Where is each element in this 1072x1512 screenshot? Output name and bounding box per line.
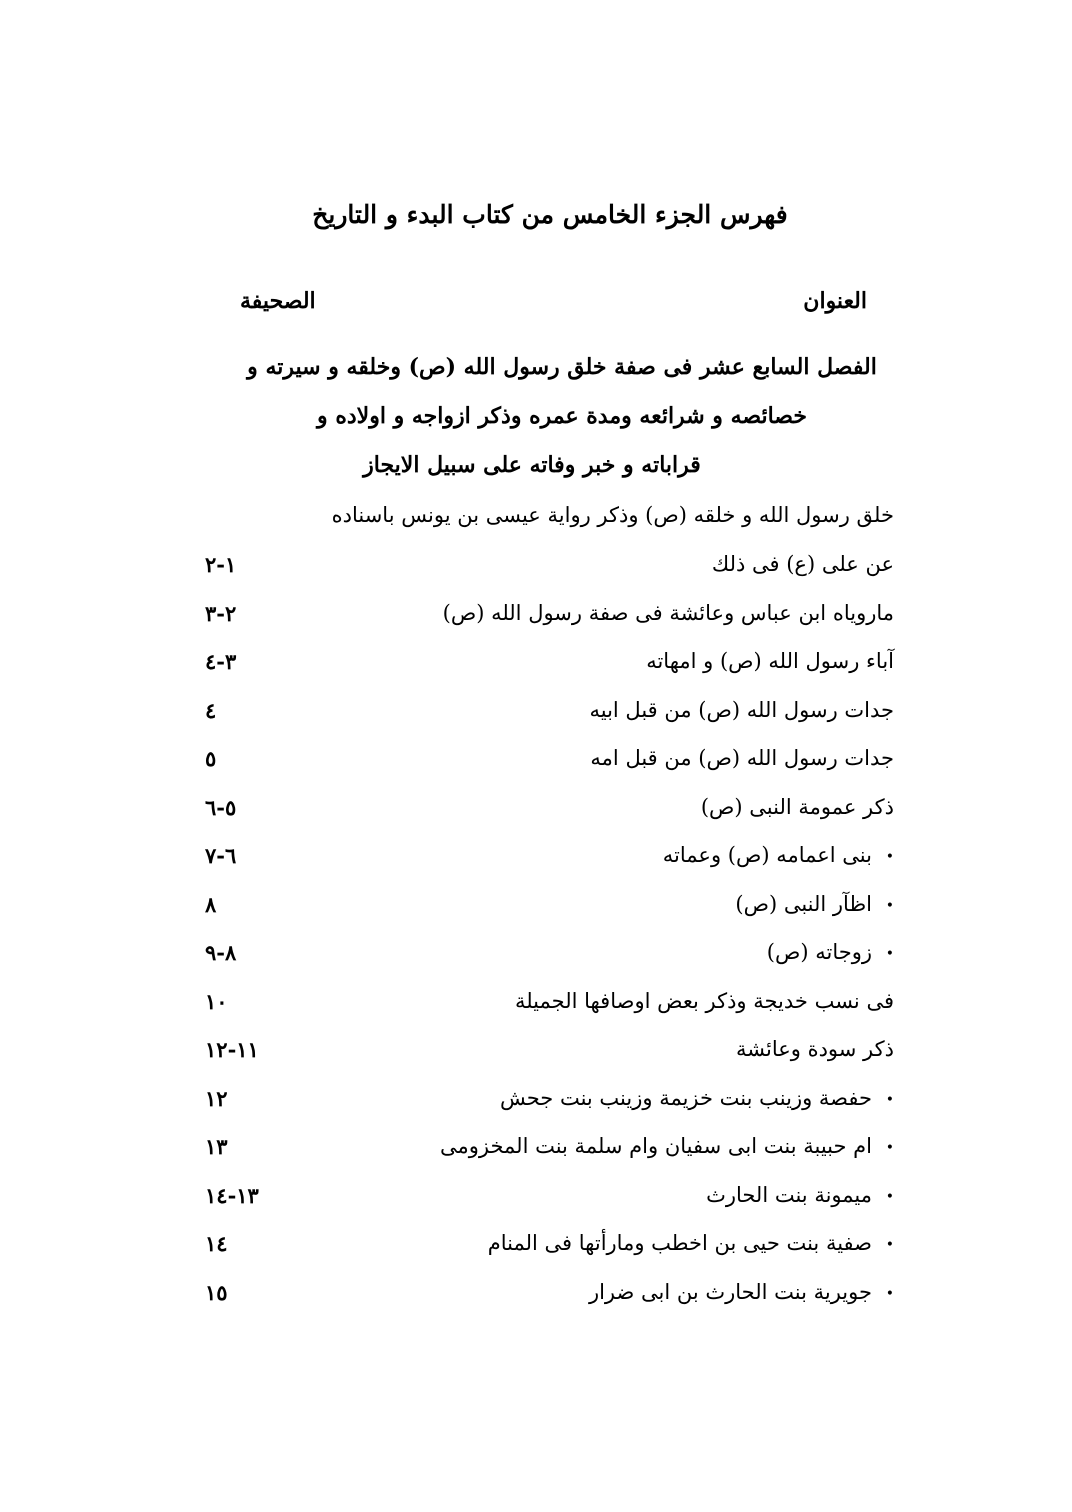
entry-title: جدات رسول الله (ص) من قبل امه [590,746,894,770]
entry-title: صفية بنت حيى بن اخطب ومارأتها فى المنام [487,1231,872,1255]
entry-title: عن على (ع) فى ذلك [711,552,894,576]
chapter-heading-line-3: قراباته و خبر وفاته على سبيل الايجاز [363,452,701,478]
index-entry [205,601,894,641]
entry-page-number: ٦-٧ [205,843,237,868]
page-column-header: الصحيفة [240,288,316,314]
index-entry [205,1086,894,1126]
index-entry [205,892,894,932]
entry-title: ماروياه ابن عباس وعائشة فى صفة رسول الله (ص) [442,601,894,625]
entry-page-number: ٨ [205,892,217,917]
entry-title: ذكر عمومة النبى (ص) [700,795,894,819]
index-entry [205,746,894,786]
index-entry [205,1134,894,1174]
bullet-icon: • [885,1092,894,1108]
entry-title: ذكر سودة وعائشة [736,1037,894,1061]
entry-page-number: ١١-١٢ [205,1037,259,1062]
entry-page-number: ١-٢ [205,552,237,577]
index-entry [205,795,894,835]
entry-page-number: ٤ [205,698,217,723]
index-entry [205,989,894,1029]
index-entry [205,1037,894,1077]
index-entry [205,940,894,980]
entry-page-number: ٨-٩ [205,940,237,965]
bullet-icon: • [885,1140,894,1156]
chapter-heading-line-2: خصائصه و شرائعه ومدة عمره وذكر ازواجه و اولاده و [317,403,807,429]
bullet-icon: • [885,1286,894,1302]
index-entry [205,1280,894,1320]
entry-page-number: ٥-٦ [205,795,237,820]
entry-page-number: ١٣-١٤ [205,1183,259,1208]
entry-title: فى نسب خديجة وذكر بعض اوصافها الجميلة [514,989,894,1013]
chapter-heading-line-1: الفصل السابع عشر فى صفة خلق رسول الله (ص) وخلقه و سيرته و [247,354,877,380]
entry-page-number: ١٢ [205,1086,228,1111]
bullet-icon: • [885,898,894,914]
entry-title: جدات رسول الله (ص) من قبل ابيه [589,698,894,722]
index-entry [205,1231,894,1271]
bullet-icon: • [885,1237,894,1253]
entry-page-number: ٢-٣ [205,601,237,626]
index-entry [205,843,894,883]
entry-title: آباء رسول الله (ص) و امهاته [646,649,894,673]
bullet-icon: • [885,1189,894,1205]
entry-page-number: ١٥ [205,1280,228,1305]
entry-page-number: ٣-٤ [205,649,237,674]
entry-title: ميمونة بنت الحارث [706,1183,872,1207]
entry-page-number: ١٣ [205,1134,228,1159]
bullet-icon: • [885,946,894,962]
index-entry [205,1183,894,1223]
entry-title: حفصة وزينب بنت خزيمة وزينب بنت جحش [499,1086,872,1110]
entry-page-number: ١٤ [205,1231,228,1256]
entry-title: بنى اعمامه (ص) وعماته [662,843,872,867]
page-title: فهرس الجزء الخامس من كتاب البدء و التاريخ [312,200,788,229]
entry-title: زوجاته (ص) [766,940,872,964]
index-entry [205,649,894,689]
entry-page-number: ٥ [205,746,217,771]
bullet-icon: • [885,849,894,865]
entry-page-number: ١٠ [205,989,228,1014]
entry-title: جويرية بنت الحارث بن ابى ضرار [588,1280,872,1304]
entry-title: ام حبيبة بنت ابى سفيان وام سلمة بنت المخزومى [440,1134,872,1158]
index-entry [205,698,894,738]
topic-column-header: العنوان [803,288,867,314]
intro-line: خلق رسول الله و خلقه (ص) وذكر رواية عيسى بن يونس باسناده [331,503,894,527]
index-entry [205,552,894,592]
entry-title: اظآر النبى (ص) [735,892,872,916]
